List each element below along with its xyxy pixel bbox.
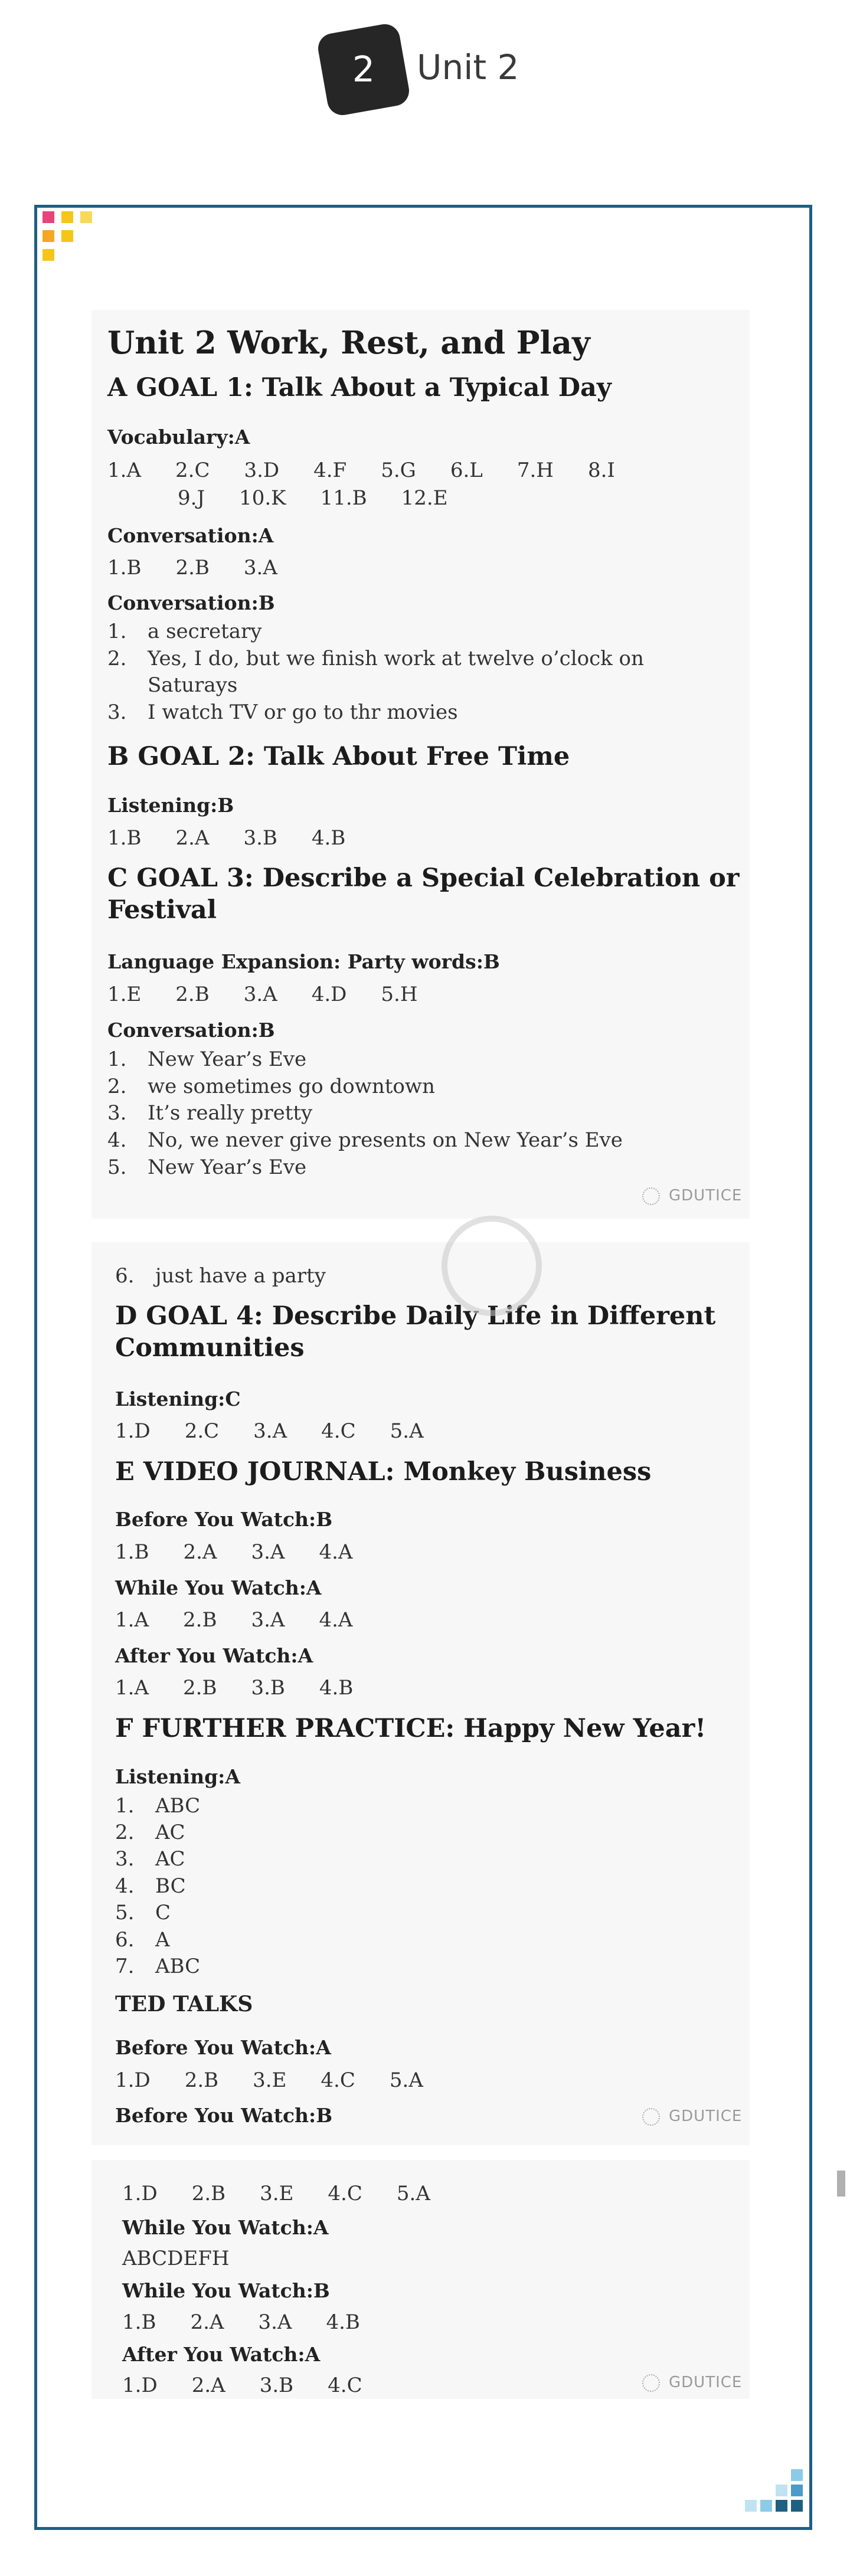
answer: 3.E bbox=[253, 2068, 287, 2092]
answer: 3.E bbox=[260, 2182, 294, 2205]
answer-sheet-1 bbox=[91, 310, 750, 1219]
answer: 4.D bbox=[311, 983, 347, 1006]
language-expansion-answers bbox=[107, 983, 452, 1006]
vocabulary-answers-row-1 bbox=[107, 459, 649, 482]
answer: 3.B bbox=[251, 1676, 285, 1700]
answer: 4.B bbox=[326, 2310, 360, 2334]
item-text: It’s really pretty bbox=[148, 1101, 313, 1125]
vocabulary-label: Vocabulary:A bbox=[107, 425, 250, 449]
language-expansion-label: Language Expansion: Party words:B bbox=[107, 950, 500, 973]
conversation-b-label: Conversation:B bbox=[107, 591, 275, 614]
answer: 5.A bbox=[389, 2068, 423, 2092]
item-number: 6. bbox=[115, 1928, 135, 1952]
answer: 3.D bbox=[244, 459, 280, 482]
answer: 2.B bbox=[191, 2182, 226, 2205]
item-text: C bbox=[155, 1901, 171, 1924]
video-journal-heading: E VIDEO JOURNAL: Monkey Business bbox=[115, 1457, 652, 1487]
listening-a-label: Listening:A bbox=[115, 1765, 240, 1788]
list-item bbox=[107, 1046, 306, 1073]
item-number: 2. bbox=[107, 1075, 127, 1098]
answer: 4.F bbox=[313, 459, 347, 482]
answer: 3.B bbox=[259, 2374, 294, 2397]
goal-d-heading-line-2: Communities bbox=[115, 1333, 305, 1363]
answer: 2.A bbox=[175, 826, 210, 850]
item-text: we sometimes go downtown bbox=[148, 1075, 435, 1098]
answer: 3.A bbox=[251, 1540, 285, 1564]
list-item bbox=[115, 1953, 200, 1980]
item-text: New Year’s Eve bbox=[148, 1156, 307, 1179]
watermark-icon bbox=[642, 1187, 660, 1205]
item-number: 4. bbox=[107, 1128, 127, 1152]
goal-d-heading-line-1: D GOAL 4: Describe Daily Life in Different bbox=[115, 1301, 716, 1331]
answer: 4.B bbox=[319, 1676, 354, 1700]
answer: 3.A bbox=[243, 556, 277, 580]
further-practice-heading: F FURTHER PRACTICE: Happy New Year! bbox=[115, 1714, 707, 1743]
answer: 2.A bbox=[191, 2374, 225, 2397]
answer: 5.A bbox=[396, 2182, 430, 2205]
answer: 4.B bbox=[311, 826, 346, 850]
list-item bbox=[115, 1845, 185, 1873]
after-you-watch-a-answers bbox=[115, 1676, 387, 1700]
ted-talks-heading: TED TALKS bbox=[115, 1992, 253, 2017]
item-text: A bbox=[155, 1928, 170, 1952]
item-text: just have a party bbox=[155, 1264, 326, 1288]
answer: 2.B bbox=[175, 983, 210, 1006]
item-number: 1. bbox=[107, 1048, 127, 1071]
answer: 1.A bbox=[115, 1608, 149, 1632]
list-item bbox=[107, 645, 644, 672]
list-item bbox=[107, 618, 261, 645]
list-item bbox=[115, 1926, 170, 1953]
ted-while-you-watch-b-label: While You Watch:B bbox=[122, 2279, 330, 2302]
item-number: 7. bbox=[115, 1955, 135, 1978]
answer: 3.B bbox=[243, 826, 277, 850]
before-you-watch-b-answers bbox=[115, 1540, 387, 1564]
answer: 10.K bbox=[239, 486, 286, 510]
item-number: 3. bbox=[107, 701, 127, 724]
ted-before-you-watch-b-label: Before You Watch:B bbox=[115, 2104, 333, 2127]
answer: 1.D bbox=[115, 1419, 151, 1443]
item-number: 3. bbox=[115, 1847, 135, 1871]
list-item bbox=[115, 1262, 326, 1289]
item-number: 5. bbox=[107, 1156, 127, 1179]
item-text: a secretary bbox=[148, 620, 262, 643]
answer: 1.D bbox=[115, 2068, 151, 2092]
unit-label: Unit 2 bbox=[417, 47, 519, 87]
list-item bbox=[107, 1154, 306, 1181]
answer: 1.D bbox=[122, 2182, 158, 2205]
listening-c-answers bbox=[115, 1419, 458, 1443]
conversation-a-answers bbox=[107, 556, 312, 580]
answer: 9.J bbox=[178, 486, 205, 510]
answer: 5.A bbox=[390, 1419, 424, 1443]
answer: 1.D bbox=[122, 2374, 158, 2397]
unit-number: 2 bbox=[352, 49, 375, 90]
while-you-watch-a-label: While You Watch:A bbox=[115, 1576, 322, 1599]
item-number: 2. bbox=[115, 1821, 135, 1844]
answer: 4.C bbox=[328, 2182, 362, 2205]
answer: 1.B bbox=[115, 1540, 149, 1564]
goal-d-heading bbox=[115, 1300, 715, 1364]
answer: 4.C bbox=[328, 2374, 362, 2397]
item-number: 1. bbox=[107, 620, 127, 643]
ted-while-you-watch-b-answers bbox=[122, 2310, 394, 2334]
answer: 1.B bbox=[107, 556, 142, 580]
answer: 3.A bbox=[253, 1419, 287, 1443]
answer: 1.B bbox=[122, 2310, 156, 2334]
answer: 7.H bbox=[516, 459, 554, 482]
item-text: Yes, I do, but we finish work at twelve o’clock on bbox=[148, 647, 644, 670]
item-number: 6. bbox=[115, 1264, 135, 1288]
watermark: GDUTICE bbox=[669, 2107, 743, 2125]
ted-after-you-watch-a-answers bbox=[122, 2374, 397, 2397]
answer: 4.A bbox=[319, 1540, 353, 1564]
answer: 12.E bbox=[401, 486, 448, 510]
listening-b-answers bbox=[107, 826, 380, 850]
ted-while-you-watch-a-label: While You Watch:A bbox=[122, 2216, 329, 2239]
answer: 4.C bbox=[321, 1419, 356, 1443]
answer: 2.C bbox=[184, 1419, 220, 1443]
item-text: I watch TV or go to thr movies bbox=[148, 701, 458, 724]
watermark: GDUTICE bbox=[669, 2374, 743, 2391]
vocabulary-answers-row-2 bbox=[178, 486, 482, 510]
answer: 1.E bbox=[107, 983, 142, 1006]
list-item bbox=[107, 699, 458, 726]
item-text: New Year’s Eve bbox=[148, 1048, 307, 1071]
answer: 2.B bbox=[184, 2068, 219, 2092]
unit-header bbox=[0, 25, 850, 113]
watermark-icon bbox=[642, 2374, 660, 2392]
conversation-b2-label: Conversation:B bbox=[107, 1019, 275, 1042]
goal-c-heading-line-1: C GOAL 3: Describe a Special Celebration or bbox=[107, 863, 740, 893]
answer-sheet-2 bbox=[91, 1242, 750, 2145]
answer: 11.B bbox=[320, 486, 367, 510]
goal-a-heading: A GOAL 1: Talk About a Typical Day bbox=[107, 373, 612, 402]
answer: 2.A bbox=[190, 2310, 224, 2334]
goal-c-heading bbox=[107, 862, 739, 926]
answer: 2.B bbox=[175, 556, 210, 580]
answer: 2.B bbox=[183, 1676, 217, 1700]
list-item bbox=[115, 1792, 200, 1819]
list-item bbox=[115, 1899, 171, 1926]
answer: 2.B bbox=[183, 1608, 217, 1632]
answer: 2.C bbox=[175, 459, 210, 482]
before-you-watch-b-label: Before You Watch:B bbox=[115, 1508, 333, 1531]
ted-before-you-watch-a-label: Before You Watch:A bbox=[115, 2036, 331, 2059]
answer: 3.A bbox=[258, 2310, 292, 2334]
item-number: 5. bbox=[115, 1901, 135, 1924]
unit-title: Unit 2 Work, Rest, and Play bbox=[107, 325, 590, 361]
ted-while-you-watch-a-answer: ABCDEFH bbox=[122, 2247, 230, 2270]
item-text: ABC bbox=[155, 1955, 201, 1978]
goal-c-heading-line-2: Festival bbox=[107, 895, 217, 925]
answer: 5.H bbox=[381, 983, 418, 1006]
listening-b-label: Listening:B bbox=[107, 794, 234, 817]
answer: 1.A bbox=[115, 1676, 149, 1700]
corner-decoration-icon bbox=[745, 2469, 806, 2523]
item-number: 1. bbox=[115, 1794, 135, 1818]
answer-sheet-3 bbox=[91, 2160, 750, 2399]
watermark-icon bbox=[642, 2108, 660, 2126]
list-item bbox=[107, 1073, 435, 1100]
list-item bbox=[107, 1099, 312, 1127]
scroll-handle[interactable] bbox=[837, 2171, 845, 2197]
list-item bbox=[115, 1819, 185, 1846]
answer: 4.A bbox=[319, 1608, 353, 1632]
while-you-watch-a-answers bbox=[115, 1608, 387, 1632]
answer: 1.B bbox=[107, 826, 142, 850]
corner-decoration-icon bbox=[42, 211, 102, 270]
ted-after-you-watch-a-label: After You Watch:A bbox=[122, 2343, 321, 2366]
list-item bbox=[107, 1127, 623, 1154]
item-number: 4. bbox=[115, 1874, 135, 1898]
ted-before-you-watch-b-answers bbox=[122, 2182, 465, 2205]
answer: 3.A bbox=[243, 983, 277, 1006]
answer: 8.I bbox=[587, 459, 615, 482]
item-text: ABC bbox=[155, 1794, 201, 1818]
goal-b-heading: B GOAL 2: Talk About Free Time bbox=[107, 742, 570, 771]
after-you-watch-a-label: After You Watch:A bbox=[115, 1644, 313, 1667]
list-item bbox=[115, 1873, 186, 1900]
listening-c-label: Listening:C bbox=[115, 1387, 241, 1410]
conversation-a-label: Conversation:A bbox=[107, 524, 274, 547]
answer: 6.L bbox=[450, 459, 483, 482]
item-text: AC bbox=[155, 1821, 185, 1844]
item-number: 2. bbox=[107, 647, 127, 670]
list-item-continuation: Saturays bbox=[148, 673, 238, 697]
ted-before-you-watch-a-answers bbox=[115, 2068, 457, 2092]
answer: 1.A bbox=[107, 459, 141, 482]
item-text: No, we never give presents on New Year’s Eve bbox=[148, 1128, 623, 1152]
answer: 3.A bbox=[251, 1608, 285, 1632]
answer: 2.A bbox=[183, 1540, 217, 1564]
item-text: AC bbox=[155, 1847, 185, 1871]
watermark: GDUTICE bbox=[669, 1187, 743, 1204]
answer: 4.C bbox=[321, 2068, 355, 2092]
item-text: BC bbox=[155, 1874, 186, 1898]
item-number: 3. bbox=[107, 1101, 127, 1125]
answer: 5.G bbox=[381, 459, 416, 482]
